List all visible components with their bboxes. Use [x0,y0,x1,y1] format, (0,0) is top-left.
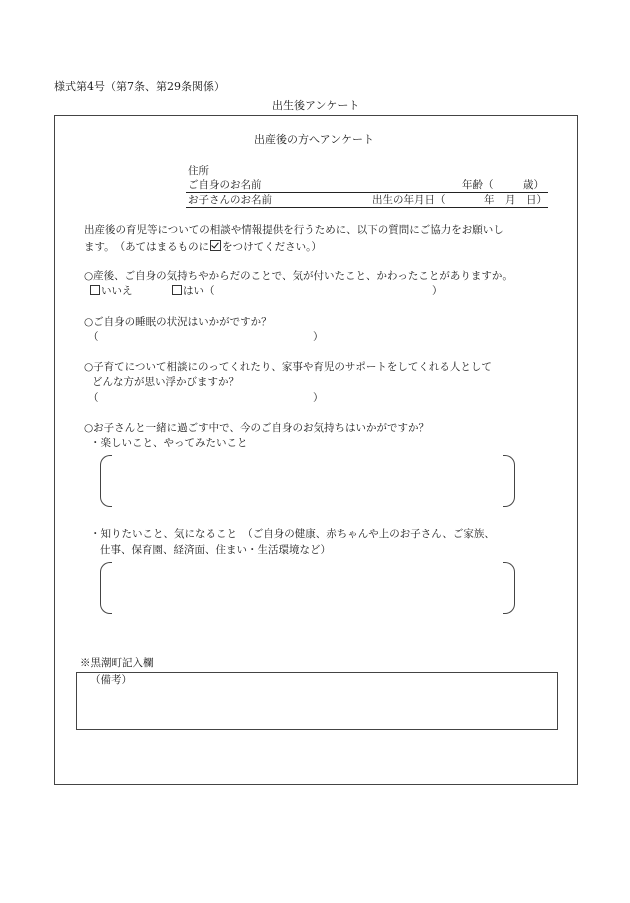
own-name-underline [186,192,548,193]
q2-text: ○ご自身の睡眠の状況はいかがですか？ [84,316,272,328]
child-name-underline [186,207,548,208]
office-remarks-box[interactable] [76,672,558,730]
q4-sub1: ・楽しいこと、やってみたいこと [90,437,248,449]
answer-bracket-left[interactable] [100,455,112,507]
q3-close-paren: ） [313,392,324,404]
birth-date-label: 出生の年月日（ [372,194,446,206]
answer-bracket-right[interactable] [503,455,515,507]
child-name-label: お子さんのお名前 [188,194,272,206]
intro-line1: 出産後の育児等についての相談や情報提供を行うために、以下の質問にご協力をお願いし [84,224,504,236]
form-number: 様式第4号（第7条、第29条関係） [54,80,225,93]
intro-line2 [84,240,322,255]
q3-open-paren: （ [88,392,99,404]
q3-line2: どんな方が思い浮かびますか？ [92,376,239,388]
q2-open-paren: （ [88,331,99,343]
q1-option-yes[interactable] [172,285,215,299]
q4-sub2-line1: ・知りたいこと、気になること （ご自身の健康、赤ちゃんや上のお子さん、ご家族、 [90,528,495,540]
q1-no-label: いいえ [101,285,133,297]
office-remarks-label: （備考） [90,674,132,686]
birth-ymd: 年 月 日） [484,194,547,206]
q3-line1: ○子育てについて相談にのってくれたり、家事や育児のサポートをしてくれる人として [84,361,492,373]
q1-option-no[interactable] [90,285,133,299]
q1-yes-label: はい（ [183,285,215,297]
page-title: 出生後アンケート [272,99,360,112]
office-heading: ※黒潮町記入欄 [80,657,154,669]
q2-close-paren: ） [313,331,324,343]
address-label: 住所 [188,165,209,177]
q4-text: ○お子さんと一緒に過ごす中で、今のご自身のお気持ちはいかがですか？ [84,422,429,434]
own-name-label: ご自身のお名前 [188,179,262,191]
age-label: 年齢（ [462,179,494,191]
age-unit: 歳） [523,179,544,191]
q1-close-paren: ） [432,285,443,297]
checked-box-icon [210,240,221,251]
survey-title: 出産後の方へアンケート [254,133,375,146]
answer-bracket-right[interactable] [503,562,515,614]
intro-line2-b: をつけてください。） [222,241,322,253]
intro-line2-a: ます。 （あてはまるものに [84,241,210,253]
checkbox-icon[interactable] [172,285,182,295]
checkbox-icon[interactable] [90,285,100,295]
q4-sub2-line2: 仕事、保育園、経済面、住まい・生活環境など） [100,544,331,556]
answer-bracket-left[interactable] [100,562,112,614]
q1-text: ○産後、ご自身の気持ちやからだのことで、気が付いたこと、かわったことがありますか。 [84,270,513,282]
